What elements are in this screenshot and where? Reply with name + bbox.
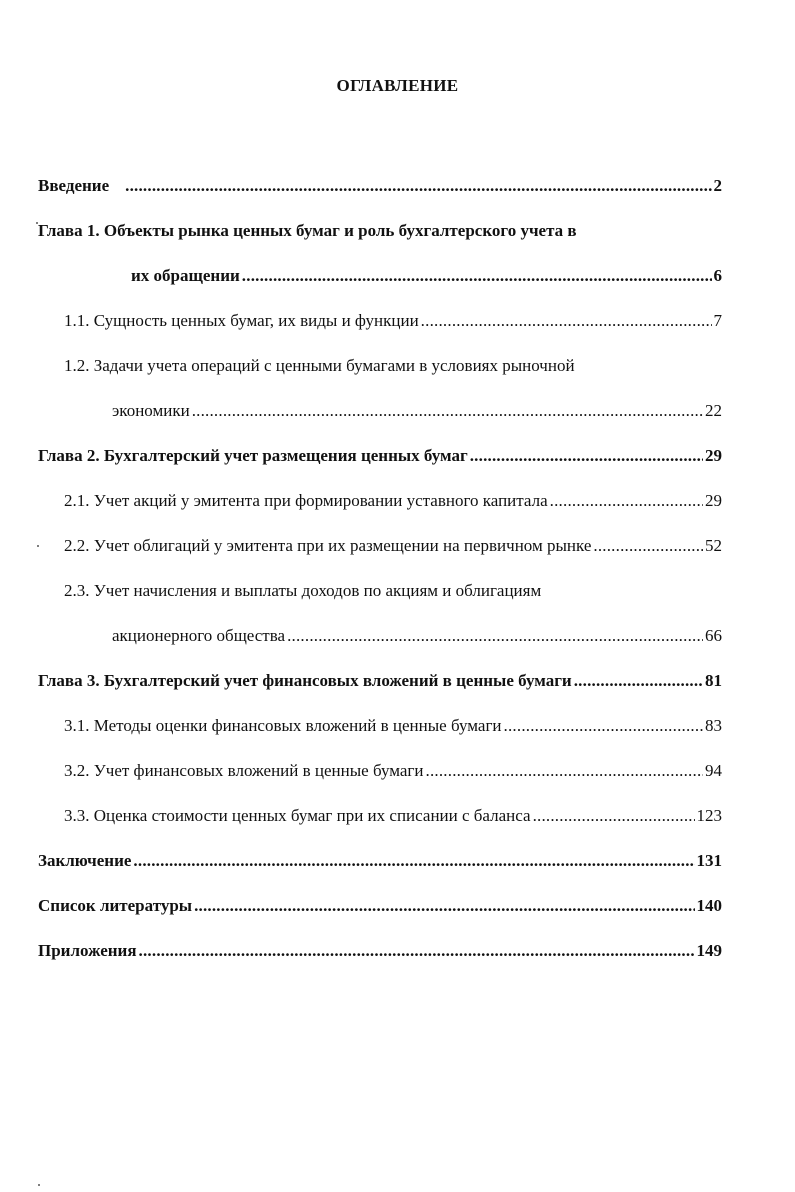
toc-label: 3.2. Учет финансовых вложений в ценные бумаги (64, 761, 424, 780)
toc-label: акционерного общества (112, 626, 286, 645)
page-title: ОГЛАВЛЕНИЕ (336, 76, 459, 95)
dot-leader (550, 491, 703, 511)
toc-label: экономики (112, 401, 190, 420)
dot-leader (194, 896, 694, 916)
toc-page-number: 29 (705, 491, 722, 510)
toc-entry-chapter-2 (38, 446, 722, 466)
toc-entry-section-1-2-line1: 1.2. Задачи учета операций с ценными бумагами в условиях рыночной (64, 356, 575, 375)
toc-entry-chapter-1 (131, 266, 722, 286)
toc-entry-intro (38, 176, 722, 196)
dot-leader (242, 266, 712, 286)
dot-leader (139, 941, 695, 961)
dot-leader (287, 626, 703, 646)
scan-speck (37, 545, 39, 547)
toc-page-number: 83 (705, 716, 722, 735)
toc-page-number: 94 (705, 761, 722, 780)
toc-label: 3.3. Оценка стоимости ценных бумаг при их списании с баланса (64, 806, 531, 825)
toc-entry-section-2-2 (64, 536, 722, 556)
toc-label: 2.2. Учет облигаций у эмитента при их размещении на первичном рынке (64, 536, 592, 555)
toc-page-number: 81 (705, 671, 722, 690)
dot-leader (421, 311, 712, 331)
toc-entry-section-3-3 (64, 806, 722, 826)
toc-page-number: 2 (713, 176, 722, 195)
toc-label: Приложения (38, 941, 137, 960)
dot-leader (574, 671, 703, 691)
toc-page-number: 140 (696, 896, 722, 915)
toc-entry-section-2-1 (64, 491, 722, 511)
dot-leader (125, 176, 711, 196)
toc-entry-section-3-2 (64, 761, 722, 781)
toc-page-number: 6 (713, 266, 722, 285)
toc-label: Список литературы (38, 896, 193, 915)
toc-entry-section-2-3-line1: 2.3. Учет начисления и выплаты доходов по акциям и облигациям (64, 581, 542, 600)
toc-entry-appendices (38, 941, 722, 961)
dot-leader (504, 716, 703, 736)
toc-label: их обращении (131, 266, 240, 285)
toc-label: Глава 2. Бухгалтерский учет размещения ценных бумаг (38, 446, 468, 465)
toc-page-number: 149 (696, 941, 722, 960)
toc-entry-chapter-1-line1: Глава 1. Объекты рынка ценных бумаг и роль бухгалтерского учета в (38, 221, 577, 240)
toc-label: Введение (38, 176, 110, 195)
dot-leader (192, 401, 703, 421)
toc-page-number: 52 (705, 536, 722, 555)
toc-entry-section-2-3 (112, 626, 722, 646)
toc-page-number: 66 (705, 626, 722, 645)
scan-speck (36, 222, 38, 224)
dot-leader (426, 761, 704, 781)
scan-speck (38, 1184, 40, 1186)
toc-page-number: 29 (705, 446, 722, 465)
toc-page-number: 123 (696, 806, 722, 825)
toc-entry-section-1-1 (64, 311, 722, 331)
dot-leader (593, 536, 703, 556)
toc-entry-section-3-1 (64, 716, 722, 736)
toc-label: Глава 3. Бухгалтерский учет финансовых вложений в ценные бумаги (38, 671, 572, 690)
toc-page-number: 7 (713, 311, 722, 330)
toc-page-number: 22 (705, 401, 722, 420)
toc-entry-references (38, 896, 722, 916)
toc-entry-chapter-3 (38, 671, 722, 691)
toc-entry-conclusion (38, 851, 722, 871)
dot-leader (133, 851, 694, 871)
toc-entry-section-1-2 (112, 401, 722, 421)
dot-leader (533, 806, 695, 826)
toc-label: 2.1. Учет акций у эмитента при формировании уставного капитала (64, 491, 548, 510)
dot-leader (470, 446, 703, 466)
toc-label: 3.1. Методы оценки финансовых вложений в ценные бумаги (64, 716, 502, 735)
toc-label: 1.1. Сущность ценных бумаг, их виды и функции (64, 311, 419, 330)
toc-page-number: 131 (696, 851, 722, 870)
toc-label: Заключение (38, 851, 132, 870)
